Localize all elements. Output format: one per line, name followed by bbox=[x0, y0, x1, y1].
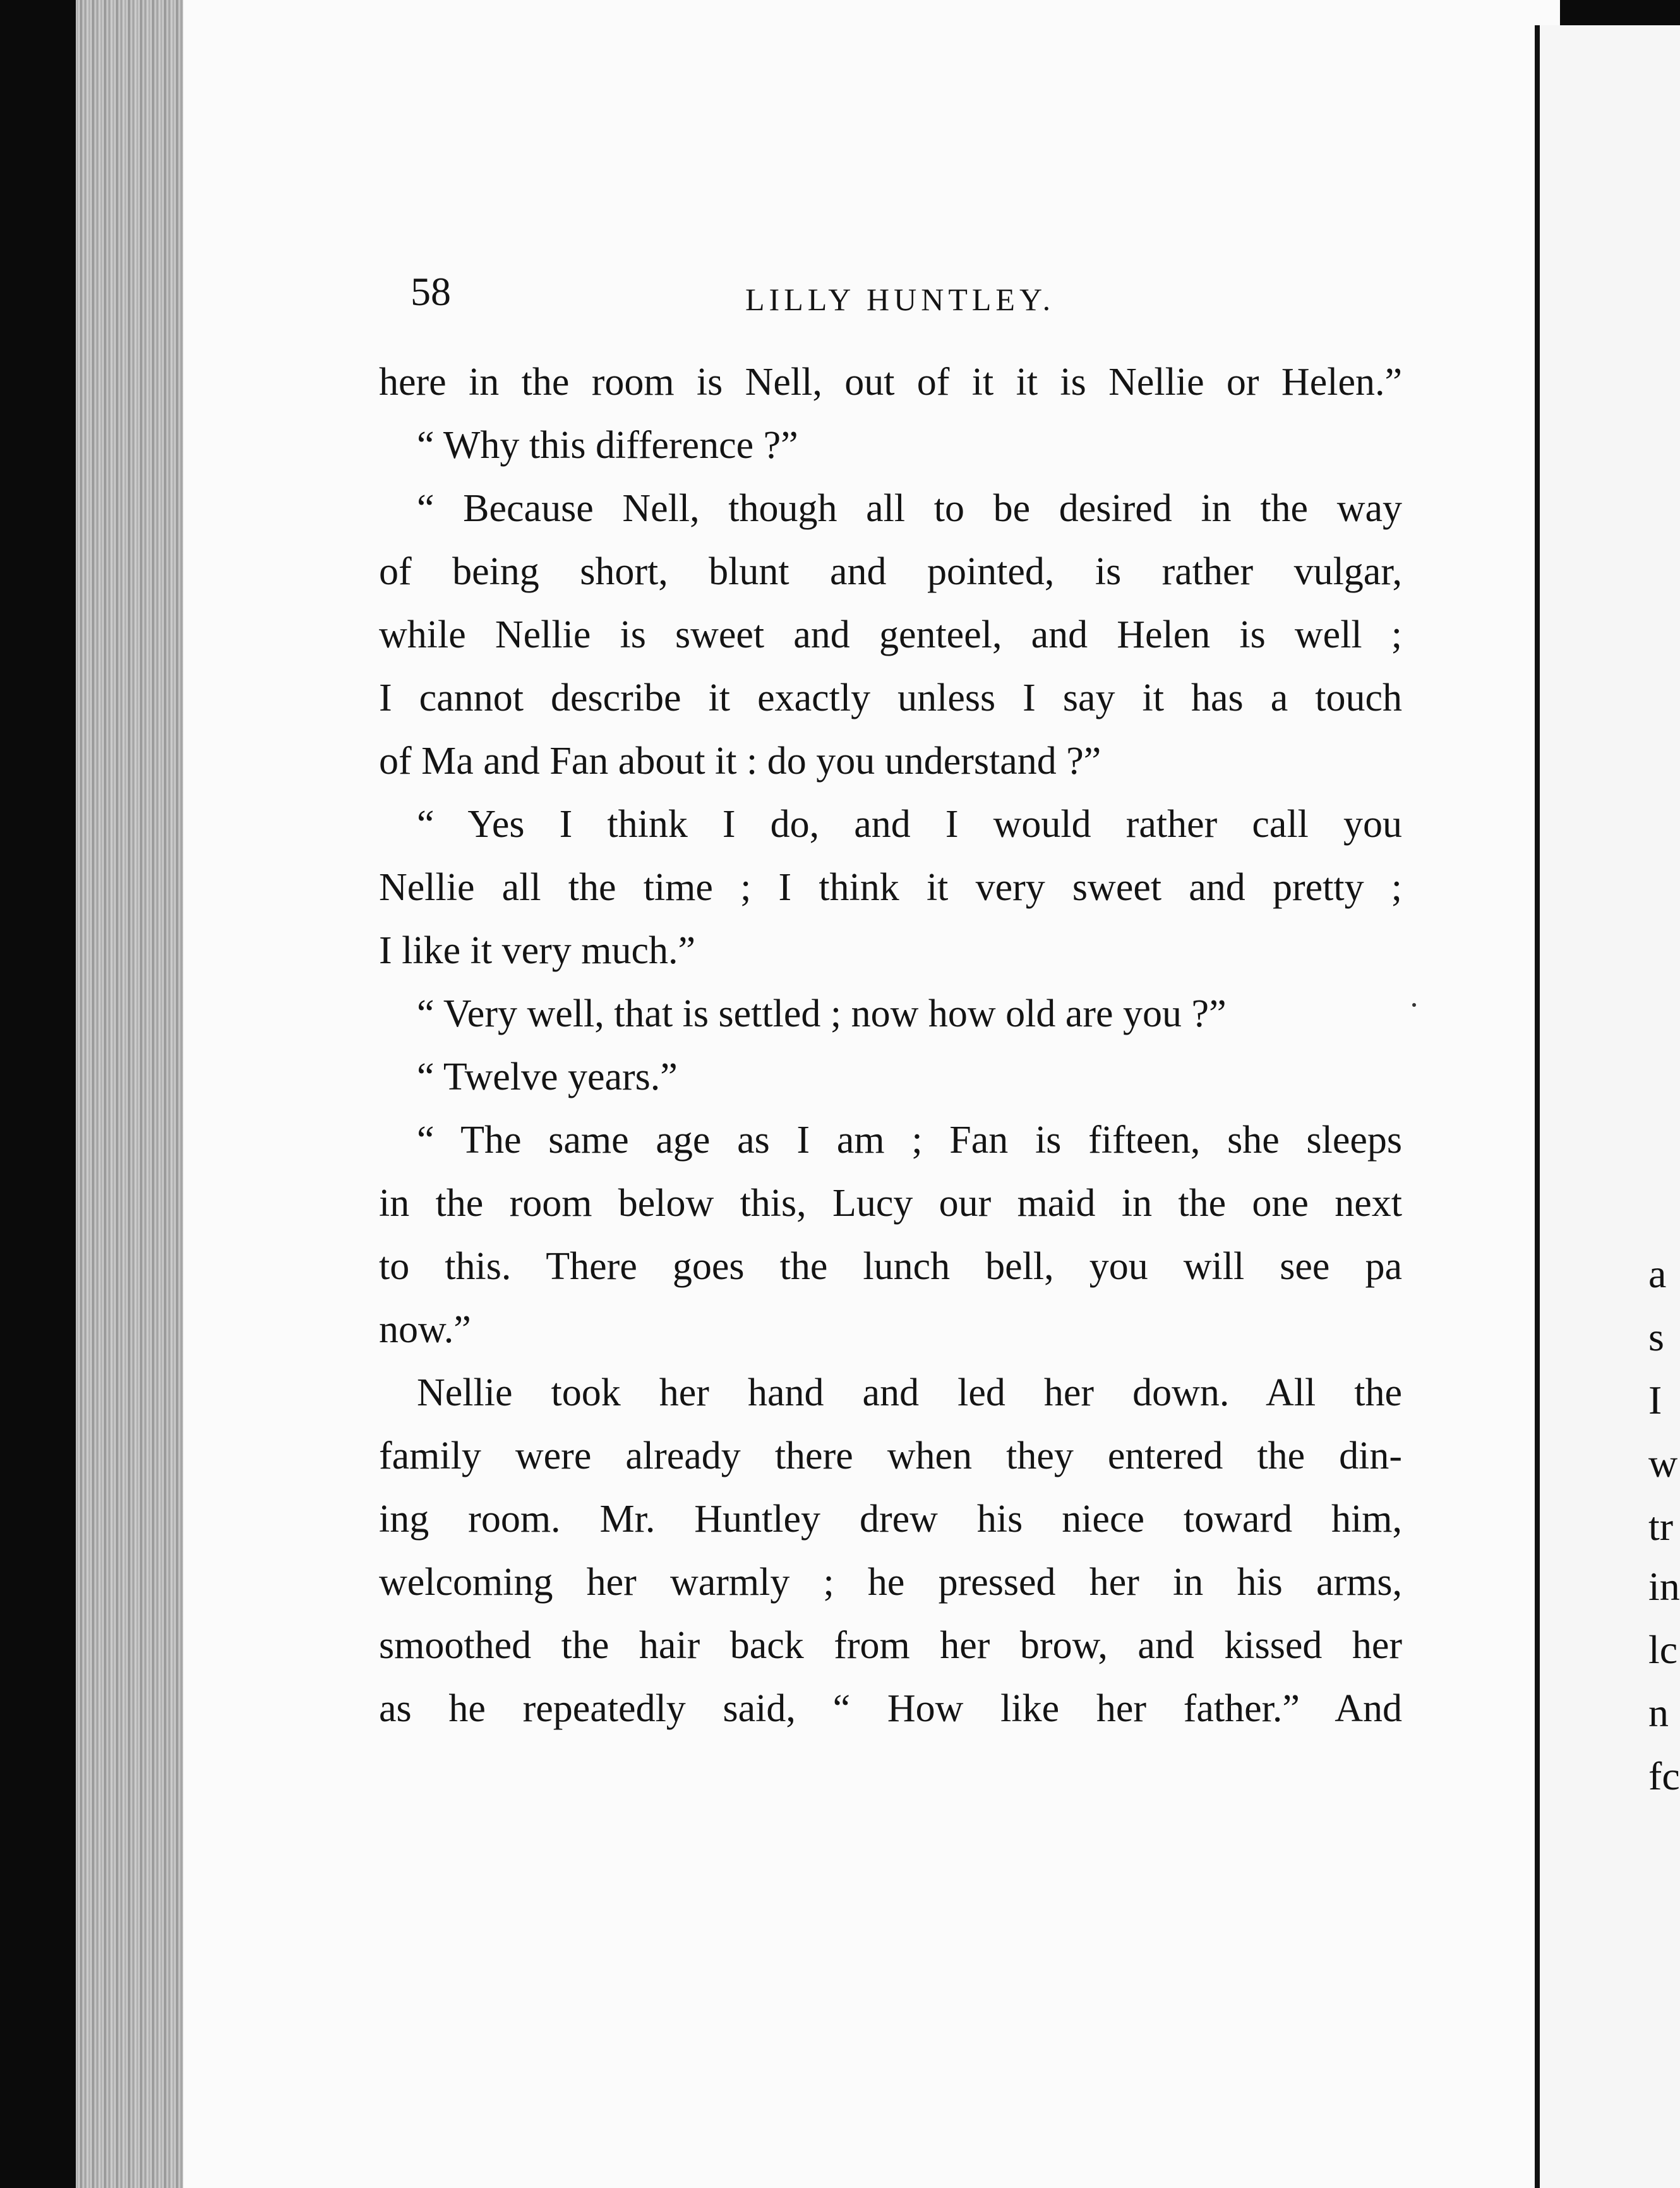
text-line: in the room below this, Lucy our maid in the one next bbox=[379, 1182, 1402, 1225]
text-line: “ Twelve years.” bbox=[417, 1055, 678, 1098]
text-line: while Nellie is sweet and genteel, and Helen is well ; bbox=[379, 613, 1402, 656]
facing-page-letter: in bbox=[1648, 1564, 1680, 1609]
text-line: “ Because Nell, though all to be desired in the way bbox=[417, 487, 1402, 530]
page-text-block bbox=[379, 249, 1402, 1740]
text-line: “ Very well, that is settled ; now how old are you ?” bbox=[417, 992, 1227, 1035]
text-line: welcoming her warmly ; he pressed her in his arms, bbox=[379, 1561, 1402, 1604]
text-line: to this. There goes the lunch bell, you will see pa bbox=[379, 1245, 1402, 1288]
text-line: smoothed the hair back from her brow, and kissed her bbox=[379, 1624, 1402, 1667]
text-line: I like it very much.” bbox=[379, 929, 695, 972]
text-line: now.” bbox=[379, 1308, 471, 1351]
text-line: family were already there when they entered the din- bbox=[379, 1434, 1402, 1477]
page-edge-strip bbox=[76, 0, 189, 2188]
text-line: as he repeatedly said, “ How like her father.” And bbox=[379, 1687, 1402, 1730]
body-text bbox=[379, 351, 1402, 1740]
facing-page-letter: a bbox=[1648, 1251, 1667, 1296]
facing-page-letter: n bbox=[1648, 1690, 1669, 1735]
text-line: here in the room is Nell, out of it it is Nellie or Helen.” bbox=[379, 361, 1402, 404]
facing-page bbox=[1535, 25, 1680, 2188]
facing-page-letter: tr bbox=[1648, 1504, 1674, 1549]
text-line: “ Why this difference ?” bbox=[417, 424, 798, 467]
text-line: “ The same age as I am ; Fan is fifteen, she sleeps bbox=[417, 1119, 1402, 1162]
page-header bbox=[379, 249, 1402, 351]
facing-page-letter: s bbox=[1648, 1314, 1664, 1359]
running-head: LILLY HUNTLEY. bbox=[745, 282, 1055, 317]
page-number: 58 bbox=[411, 269, 451, 314]
facing-page-letter: lc bbox=[1648, 1627, 1678, 1672]
facing-page-letter: fc bbox=[1648, 1753, 1680, 1798]
text-line: ing room. Mr. Huntley drew his niece toward him, bbox=[379, 1498, 1402, 1541]
text-line: “ Yes I think I do, and I would rather call you bbox=[417, 803, 1402, 846]
text-line: Nellie all the time ; I think it very sweet and pretty ; bbox=[379, 866, 1402, 909]
facing-page-letter: I bbox=[1648, 1378, 1662, 1422]
text-line: I cannot describe it exactly unless I say it has a touch bbox=[379, 676, 1402, 719]
text-line: Nellie took her hand and led her down. All the bbox=[417, 1371, 1402, 1414]
text-line: of Ma and Fan about it : do you understand ?” bbox=[379, 740, 1101, 783]
ink-speck bbox=[1412, 1003, 1416, 1007]
text-line: of being short, blunt and pointed, is rather vulgar, bbox=[379, 550, 1402, 593]
facing-page-letter: w bbox=[1648, 1441, 1678, 1486]
